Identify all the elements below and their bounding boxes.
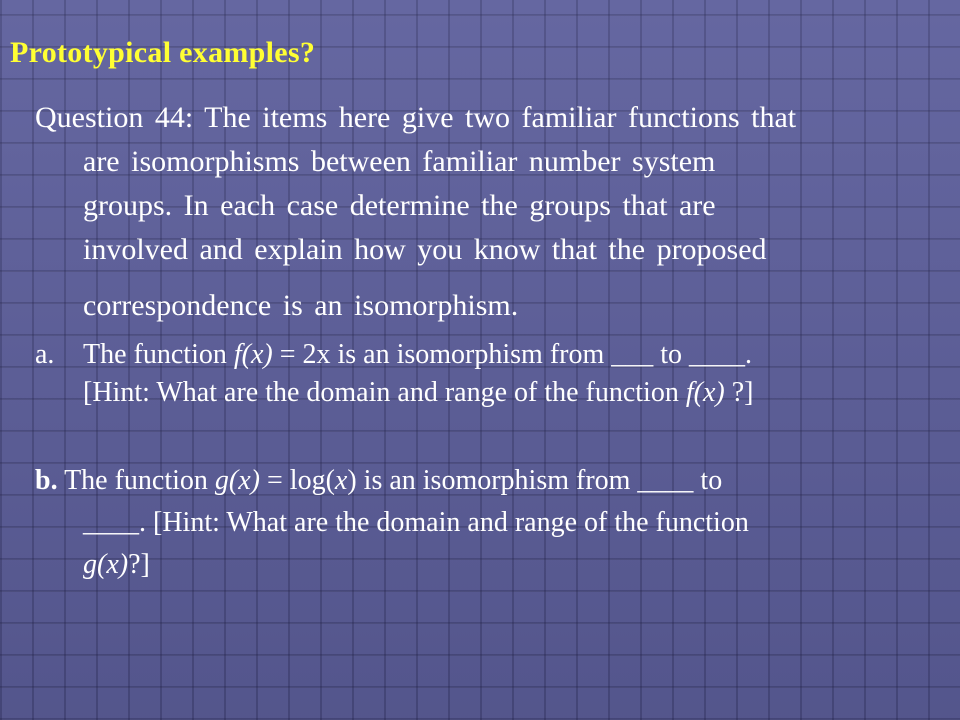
item-b-x: x (334, 465, 348, 496)
question-44-paragraph (35, 96, 950, 328)
item-b-marker: b. (35, 465, 58, 496)
item-a-hint-pre: [Hint: What are the domain and range of the function (83, 377, 686, 408)
item-a-hint-fx: f(x) (685, 377, 725, 408)
slide-title: Prototypical examples? (10, 36, 316, 69)
item-b (35, 460, 950, 586)
item-a-hint-post: ?] (724, 377, 754, 408)
item-b-pre: The function (57, 465, 215, 496)
item-b-line-2: ____. [Hint: What are the domain and range of the function (83, 507, 749, 538)
item-b-end: ?] (128, 549, 150, 580)
item-b-line-3 (35, 544, 950, 586)
item-a-marker: a. (35, 339, 55, 370)
item-b-post: ) is an isomorphism from ____ to (347, 465, 723, 496)
item-a-fx: f(x) (233, 339, 273, 370)
item-b-gx2: g(x) (83, 549, 129, 580)
question-line-3: groups. In each case determine the groups that are (83, 189, 716, 222)
question-line-4: involved and explain how you know that the proposed (83, 233, 767, 266)
item-b-gx: g(x) (214, 465, 260, 496)
item-a-text (35, 336, 950, 374)
item-a-hint (35, 374, 950, 412)
item-a-mid: = 2x is an isomorphism from ___ to ____. (272, 339, 753, 370)
question-line-5: correspondence is an isomorphism. (83, 289, 519, 322)
question-line-2: are isomorphisms between familiar number system (83, 145, 716, 178)
item-b-line-1 (35, 460, 950, 502)
question-line-1: Question 44: The items here give two familiar functions that (35, 101, 797, 134)
item-b-mid: = log( (260, 465, 335, 496)
item-a-pre: The function (83, 339, 234, 370)
item-a (35, 336, 950, 412)
